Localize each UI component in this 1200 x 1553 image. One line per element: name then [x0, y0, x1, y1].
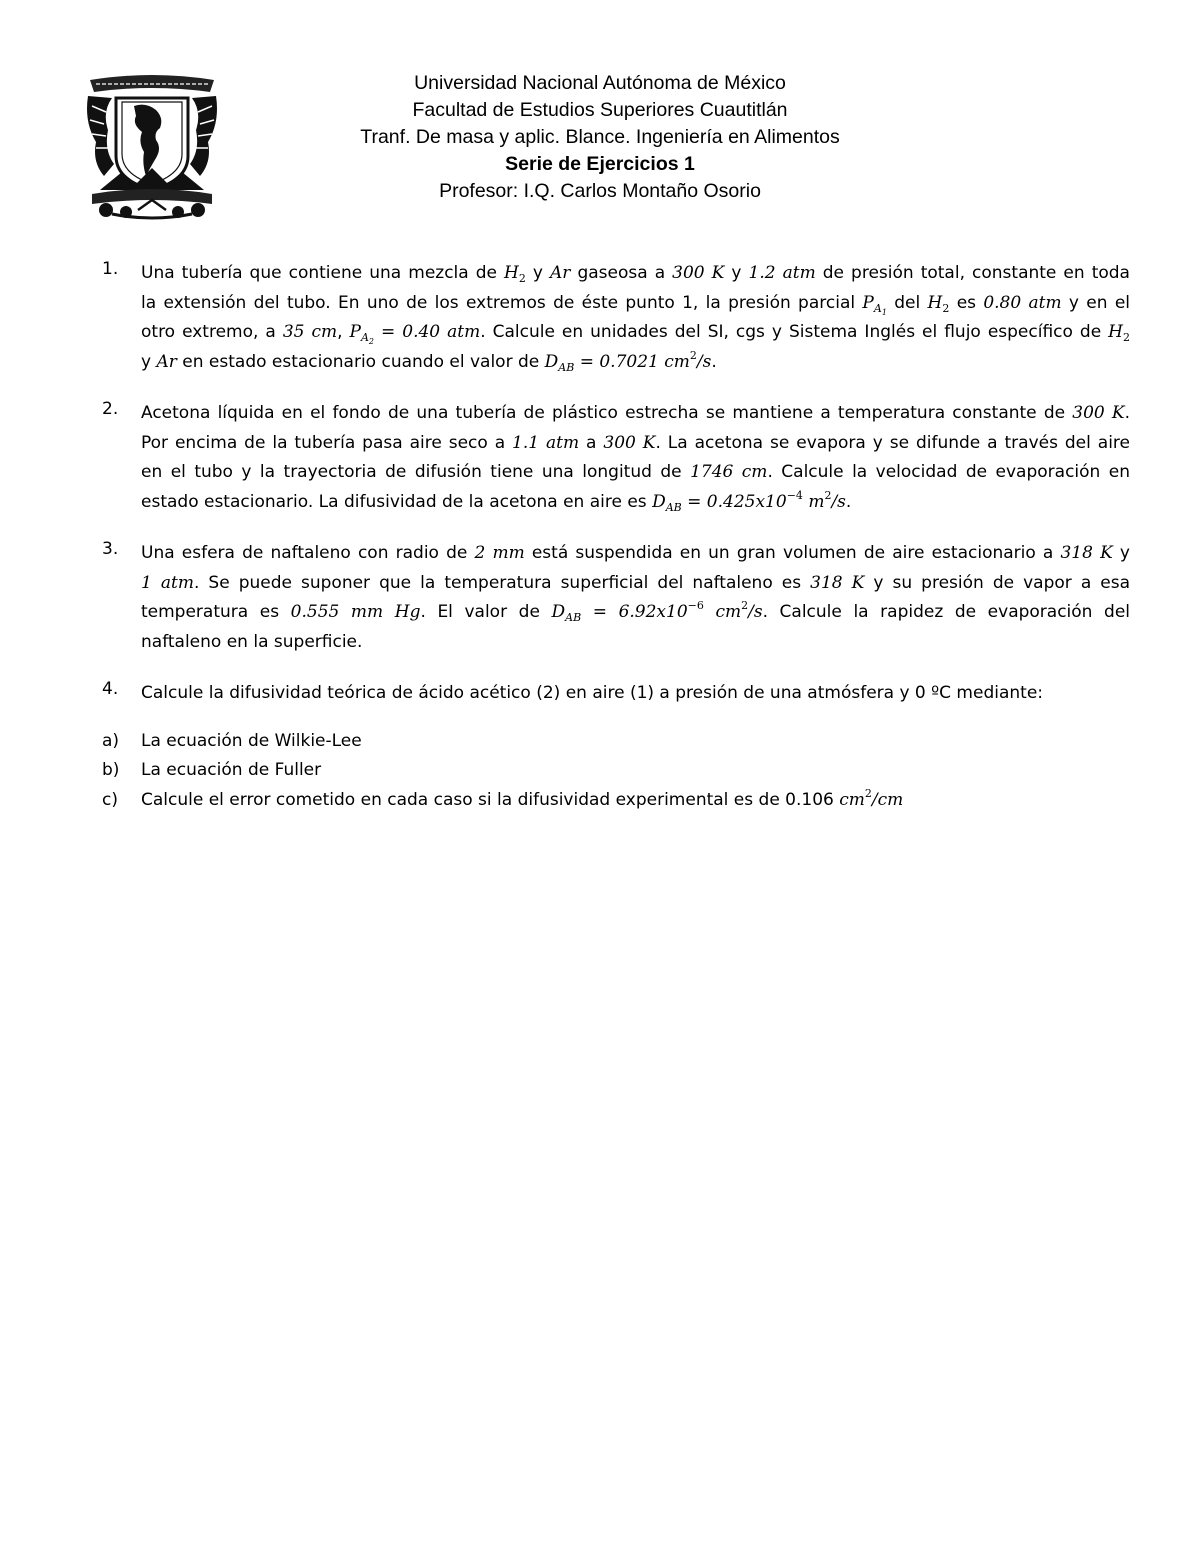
problem-1-line-3: otro extremo, a 35 cm, $P_{A_2} = 0.40$ atm. Calcule en unidades del SI, cgs y Sistema Inglés el flujo específico de $H_2$: [141, 322, 1130, 346]
problem-number: 3.: [102, 539, 119, 559]
problem-2-line-2: Por encima de la tubería pasa aire seco a 1.1 atm a 300 K. La acetona se evapora y se difunde a través del aire: [141, 432, 1131, 453]
problem-4-line-1: Calcule la difusividad teórica de ácido acético (2) en aire (1) a presión de una atmósfera y 0 ºC mediante:: [141, 683, 1044, 703]
subitem-b: b) La ecuación de Fuller: [102, 760, 322, 780]
problem-4: [102, 679, 1130, 709]
problem-2: [102, 399, 1130, 517]
problem-list: [102, 259, 1130, 815]
university-name: Universidad Nacional Autónoma de México: [414, 72, 786, 94]
series-title: Serie de Ejercicios 1: [505, 153, 695, 175]
problem-3-line-3: temperatura es 0.555 mm Hg. El valor de $D_{AB} = 6.92x10^{-6}$ $cm^2/s$. Calcule la rapidez de evaporación del: [141, 599, 1131, 624]
problem-1: [102, 259, 1130, 377]
problem-3-line-2: 1 atm. Se puede suponer que la temperatura superficial del naftaleno es 318 K y su presión de vapor a esa: [141, 572, 1131, 593]
problem-1-line-1: Una tubería que contiene una mezcla de $H_2$ y Ar gaseosa a 300 K y 1.2 atm de presión total, constante en toda: [141, 263, 1130, 285]
problem-3: [102, 539, 1130, 657]
problem-4-subitems: [102, 727, 1130, 816]
problem-number: 2.: [102, 399, 119, 419]
course-name: Tranf. De masa y aplic. Blance. Ingeniería en Alimentos: [360, 126, 840, 148]
problem-2-line-4: estado estacionario. La difusividad de la acetona en aire es $D_{AB} = 0.425x10^{-4}$ $m^2/s$.: [141, 488, 852, 514]
unam-coat-of-arms-icon: [82, 72, 222, 220]
problem-number: 1.: [102, 259, 119, 279]
problem-1-line-2: la extensión del tubo. En uno de los extremos de éste punto 1, la presión parcial $P_{A_1}$ del $H_2$ es 0.80 atm y en el: [141, 292, 1131, 317]
problem-3-line-1: Una esfera de naftaleno con radio de 2 mm está suspendida en un gran volumen de aire estacionario a 318 K y: [141, 543, 1130, 563]
problem-1-line-4: y Ar en estado estacionario cuando el valor de $D_{AB} = 0.7021$ $cm^2/s$.: [141, 348, 717, 374]
problem-3-line-4: naftaleno en la superficie.: [141, 631, 363, 652]
problem-2-line-3: en el tubo y la trayectoria de difusión tiene una longitud de 1746 cm. Calcule la velocidad de evaporación en: [141, 462, 1131, 482]
faculty-name: Facultad de Estudios Superiores Cuautitlán: [412, 99, 788, 121]
problem-number: 4.: [102, 679, 119, 699]
document-header: [280, 70, 920, 205]
subitem-a: a) La ecuación de Wilkie-Lee: [102, 730, 362, 751]
subitem-c: c) Calcule el error cometido en cada caso si la difusividad experimental es de 0.106 $cm^2/cm$: [102, 786, 904, 810]
professor-name: Profesor: I.Q. Carlos Montaño Osorio: [439, 180, 761, 202]
problem-2-line-1: Acetona líquida en el fondo de una tubería de plástico estrecha se mantiene a temperatura constante de 300 K.: [141, 403, 1130, 423]
